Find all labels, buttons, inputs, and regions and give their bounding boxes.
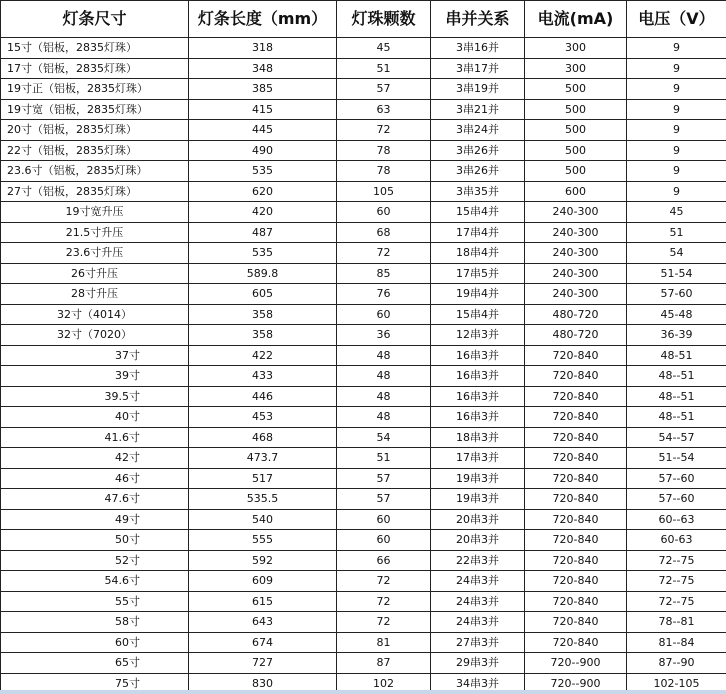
cell-voltage[interactable]: 9 [627,120,726,141]
header-voltage[interactable]: 电压（V） [627,1,726,38]
cell-current[interactable]: 500 [525,161,627,182]
cell-series-parallel[interactable]: 19串3并 [431,468,525,489]
cell-current[interactable]: 720-840 [525,366,627,387]
cell-series-parallel[interactable]: 29串3并 [431,653,525,674]
cell-voltage[interactable]: 78--81 [627,612,726,633]
cell-current[interactable]: 720--900 [525,653,627,674]
cell-current[interactable]: 720-840 [525,509,627,530]
cell-series-parallel[interactable]: 16串3并 [431,407,525,428]
cell-current[interactable]: 720-840 [525,386,627,407]
cell-length[interactable]: 643 [189,612,337,633]
cell-series-parallel[interactable]: 15串4并 [431,304,525,325]
cell-voltage[interactable]: 9 [627,161,726,182]
cell-series-parallel[interactable]: 24串3并 [431,612,525,633]
cell-beads[interactable]: 48 [337,386,431,407]
cell-size[interactable]: 75寸 [1,673,189,694]
cell-size[interactable]: 19寸宽（铝板，2835灯珠） [1,99,189,120]
cell-length[interactable]: 535 [189,243,337,264]
table-row [1,489,726,510]
cell-beads[interactable]: 87 [337,653,431,674]
cell-series-parallel[interactable]: 18串3并 [431,427,525,448]
cell-voltage[interactable]: 48-51 [627,345,726,366]
cell-voltage[interactable]: 60--63 [627,509,726,530]
cell-voltage[interactable]: 9 [627,79,726,100]
cell-voltage[interactable]: 51--54 [627,448,726,469]
cell-size[interactable]: 52寸 [1,550,189,571]
cell-beads[interactable]: 66 [337,550,431,571]
cell-current[interactable]: 720-840 [525,571,627,592]
table-row [1,243,726,264]
cell-size[interactable]: 23.6寸升压 [1,243,189,264]
cell-current[interactable]: 720-840 [525,530,627,551]
cell-size[interactable]: 42寸 [1,448,189,469]
cell-series-parallel[interactable]: 3串21并 [431,99,525,120]
cell-size[interactable]: 37寸 [1,345,189,366]
cell-size[interactable]: 54.6寸 [1,571,189,592]
table-row [1,530,726,551]
cell-beads[interactable]: 72 [337,591,431,612]
cell-current[interactable]: 600 [525,181,627,202]
cell-size[interactable]: 60寸 [1,632,189,653]
cell-size[interactable]: 20寸（铝板，2835灯珠） [1,120,189,141]
cell-length[interactable]: 348 [189,58,337,79]
cell-size[interactable]: 26寸升压 [1,263,189,284]
cell-length[interactable]: 318 [189,38,337,59]
cell-series-parallel[interactable]: 18串4并 [431,243,525,264]
cell-size[interactable]: 19寸宽升压 [1,202,189,223]
cell-series-parallel[interactable]: 34串3并 [431,673,525,694]
cell-length[interactable]: 422 [189,345,337,366]
cell-length[interactable]: 727 [189,653,337,674]
cell-length[interactable]: 592 [189,550,337,571]
cell-current[interactable]: 480-720 [525,304,627,325]
cell-length[interactable]: 420 [189,202,337,223]
cell-voltage[interactable]: 9 [627,99,726,120]
cell-size[interactable]: 49寸 [1,509,189,530]
cell-size[interactable]: 41.6寸 [1,427,189,448]
cell-current[interactable]: 240-300 [525,202,627,223]
table-row [1,427,726,448]
table-row [1,38,726,59]
window-bottom-strip [0,690,726,694]
table-row [1,386,726,407]
cell-length[interactable]: 445 [189,120,337,141]
cell-length[interactable]: 473.7 [189,448,337,469]
table-row [1,509,726,530]
cell-beads[interactable]: 72 [337,571,431,592]
cell-current[interactable]: 500 [525,140,627,161]
cell-length[interactable]: 358 [189,304,337,325]
table-row [1,222,726,243]
table-row [1,325,726,346]
cell-beads[interactable]: 85 [337,263,431,284]
cell-series-parallel[interactable]: 3串35并 [431,181,525,202]
header-current[interactable]: 电流(mA) [525,1,627,38]
cell-current[interactable]: 240-300 [525,222,627,243]
cell-current[interactable]: 720-840 [525,448,627,469]
table-row [1,612,726,633]
cell-series-parallel[interactable]: 24串3并 [431,591,525,612]
header-length[interactable]: 灯条长度（mm） [189,1,337,38]
cell-voltage[interactable]: 102-105 [627,673,726,694]
cell-current[interactable]: 240-300 [525,243,627,264]
cell-length[interactable]: 535.5 [189,489,337,510]
cell-voltage[interactable]: 48--51 [627,386,726,407]
cell-voltage[interactable]: 57--60 [627,468,726,489]
cell-beads[interactable]: 60 [337,530,431,551]
cell-length[interactable]: 674 [189,632,337,653]
cell-series-parallel[interactable]: 17串5并 [431,263,525,284]
table-row [1,120,726,141]
cell-length[interactable]: 415 [189,99,337,120]
cell-voltage[interactable]: 54--57 [627,427,726,448]
cell-length[interactable]: 615 [189,591,337,612]
cell-current[interactable]: 720-840 [525,427,627,448]
cell-voltage[interactable]: 87--90 [627,653,726,674]
cell-size[interactable]: 58寸 [1,612,189,633]
cell-voltage[interactable]: 45-48 [627,304,726,325]
table-row [1,550,726,571]
header-row [1,1,726,38]
cell-voltage[interactable]: 51 [627,222,726,243]
cell-current[interactable]: 720--900 [525,673,627,694]
table-row [1,345,726,366]
cell-voltage[interactable]: 9 [627,58,726,79]
cell-series-parallel[interactable]: 3串17并 [431,58,525,79]
cell-beads[interactable]: 72 [337,243,431,264]
cell-beads[interactable]: 51 [337,448,431,469]
cell-size[interactable]: 50寸 [1,530,189,551]
cell-beads[interactable]: 54 [337,427,431,448]
table-row [1,304,726,325]
cell-series-parallel[interactable]: 3串24并 [431,120,525,141]
cell-beads[interactable]: 72 [337,120,431,141]
table-row [1,79,726,100]
cell-beads[interactable]: 72 [337,612,431,633]
cell-length[interactable]: 620 [189,181,337,202]
cell-voltage[interactable]: 9 [627,140,726,161]
cell-voltage[interactable]: 57--60 [627,489,726,510]
cell-beads[interactable]: 105 [337,181,431,202]
cell-current[interactable]: 300 [525,58,627,79]
cell-voltage[interactable]: 45 [627,202,726,223]
cell-size[interactable]: 22寸（铝板，2835灯珠） [1,140,189,161]
table-row [1,140,726,161]
cell-voltage[interactable]: 48--51 [627,366,726,387]
table-row [1,58,726,79]
cell-voltage[interactable]: 9 [627,181,726,202]
cell-voltage[interactable]: 72--75 [627,591,726,612]
cell-size[interactable]: 23.6寸（铝板，2835灯珠） [1,161,189,182]
cell-voltage[interactable]: 48--51 [627,407,726,428]
cell-size[interactable]: 32寸（7020） [1,325,189,346]
cell-size[interactable]: 40寸 [1,407,189,428]
cell-series-parallel[interactable]: 24串3并 [431,571,525,592]
cell-series-parallel[interactable]: 12串3并 [431,325,525,346]
cell-size[interactable]: 65寸 [1,653,189,674]
cell-beads[interactable]: 57 [337,489,431,510]
cell-voltage[interactable]: 36-39 [627,325,726,346]
cell-series-parallel[interactable]: 16串3并 [431,366,525,387]
cell-beads[interactable]: 36 [337,325,431,346]
header-size[interactable]: 灯条尺寸 [1,1,189,38]
cell-series-parallel[interactable]: 3串26并 [431,161,525,182]
cell-series-parallel[interactable]: 27串3并 [431,632,525,653]
cell-length[interactable]: 609 [189,571,337,592]
cell-beads[interactable]: 48 [337,366,431,387]
cell-voltage[interactable]: 60-63 [627,530,726,551]
cell-current[interactable]: 720-840 [525,591,627,612]
cell-beads[interactable]: 81 [337,632,431,653]
cell-size[interactable]: 21.5寸升压 [1,222,189,243]
cell-size[interactable]: 17寸（铝板，2835灯珠） [1,58,189,79]
cell-voltage[interactable]: 54 [627,243,726,264]
cell-beads[interactable]: 102 [337,673,431,694]
table-row [1,407,726,428]
cell-series-parallel[interactable]: 19串4并 [431,284,525,305]
cell-current[interactable]: 720-840 [525,468,627,489]
cell-series-parallel[interactable]: 16串3并 [431,345,525,366]
cell-beads[interactable]: 57 [337,468,431,489]
cell-length[interactable]: 589.8 [189,263,337,284]
cell-series-parallel[interactable]: 19串3并 [431,489,525,510]
cell-beads[interactable]: 76 [337,284,431,305]
table-row [1,448,726,469]
cell-voltage[interactable]: 72--75 [627,550,726,571]
cell-series-parallel[interactable]: 20串3并 [431,530,525,551]
cell-length[interactable]: 830 [189,673,337,694]
cell-series-parallel[interactable]: 3串16并 [431,38,525,59]
cell-size[interactable]: 39寸 [1,366,189,387]
cell-current[interactable]: 500 [525,120,627,141]
cell-length[interactable]: 433 [189,366,337,387]
cell-size[interactable]: 28寸升压 [1,284,189,305]
cell-beads[interactable]: 78 [337,161,431,182]
cell-current[interactable]: 720-840 [525,550,627,571]
cell-size[interactable]: 55寸 [1,591,189,612]
cell-size[interactable]: 39.5寸 [1,386,189,407]
cell-current[interactable]: 480-720 [525,325,627,346]
cell-beads[interactable]: 60 [337,202,431,223]
table-row [1,99,726,120]
cell-beads[interactable]: 60 [337,509,431,530]
cell-current[interactable]: 300 [525,38,627,59]
cell-beads[interactable]: 78 [337,140,431,161]
cell-series-parallel[interactable]: 20串3并 [431,509,525,530]
table-row [1,263,726,284]
cell-length[interactable]: 490 [189,140,337,161]
table-row [1,366,726,387]
cell-size[interactable]: 32寸（4014） [1,304,189,325]
cell-voltage[interactable]: 72--75 [627,571,726,592]
table-row [1,161,726,182]
cell-beads[interactable]: 48 [337,345,431,366]
cell-length[interactable]: 605 [189,284,337,305]
cell-size[interactable]: 15寸（铝板，2835灯珠） [1,38,189,59]
cell-beads[interactable]: 48 [337,407,431,428]
cell-length[interactable]: 468 [189,427,337,448]
table-row [1,571,726,592]
cell-length[interactable]: 540 [189,509,337,530]
cell-series-parallel[interactable]: 3串19并 [431,79,525,100]
cell-size[interactable]: 47.6寸 [1,489,189,510]
cell-current[interactable]: 240-300 [525,284,627,305]
cell-series-parallel[interactable]: 16串3并 [431,386,525,407]
header-beads[interactable]: 灯珠颗数 [337,1,431,38]
cell-current[interactable]: 500 [525,99,627,120]
cell-length[interactable]: 358 [189,325,337,346]
cell-voltage[interactable]: 51-54 [627,263,726,284]
cell-current[interactable]: 720-840 [525,407,627,428]
cell-size[interactable]: 46寸 [1,468,189,489]
table-row [1,468,726,489]
cell-beads[interactable]: 60 [337,304,431,325]
cell-length[interactable]: 517 [189,468,337,489]
cell-series-parallel[interactable]: 3串26并 [431,140,525,161]
cell-series-parallel[interactable]: 17串4并 [431,222,525,243]
cell-size[interactable]: 27寸（铝板，2835灯珠） [1,181,189,202]
table-row [1,591,726,612]
cell-length[interactable]: 535 [189,161,337,182]
table-row [1,284,726,305]
cell-beads[interactable]: 63 [337,99,431,120]
cell-series-parallel[interactable]: 17串3并 [431,448,525,469]
table-row [1,653,726,674]
cell-length[interactable]: 446 [189,386,337,407]
cell-series-parallel[interactable]: 15串4并 [431,202,525,223]
cell-current[interactable]: 720-840 [525,489,627,510]
cell-series-parallel[interactable]: 22串3并 [431,550,525,571]
cell-current[interactable]: 720-840 [525,345,627,366]
cell-size[interactable]: 19寸正（铝板，2835灯珠） [1,79,189,100]
cell-length[interactable]: 453 [189,407,337,428]
table-row [1,181,726,202]
cell-beads[interactable]: 57 [337,79,431,100]
header-series-parallel[interactable]: 串并关系 [431,1,525,38]
table-row [1,632,726,653]
cell-current[interactable]: 720-840 [525,612,627,633]
cell-beads[interactable]: 45 [337,38,431,59]
table-row [1,202,726,223]
cell-voltage[interactable]: 9 [627,38,726,59]
cell-voltage[interactable]: 81--84 [627,632,726,653]
cell-length[interactable]: 385 [189,79,337,100]
cell-voltage[interactable]: 57-60 [627,284,726,305]
cell-beads[interactable]: 68 [337,222,431,243]
cell-length[interactable]: 487 [189,222,337,243]
cell-length[interactable]: 555 [189,530,337,551]
cell-current[interactable]: 240-300 [525,263,627,284]
cell-beads[interactable]: 51 [337,58,431,79]
cell-current[interactable]: 720-840 [525,632,627,653]
cell-current[interactable]: 500 [525,79,627,100]
